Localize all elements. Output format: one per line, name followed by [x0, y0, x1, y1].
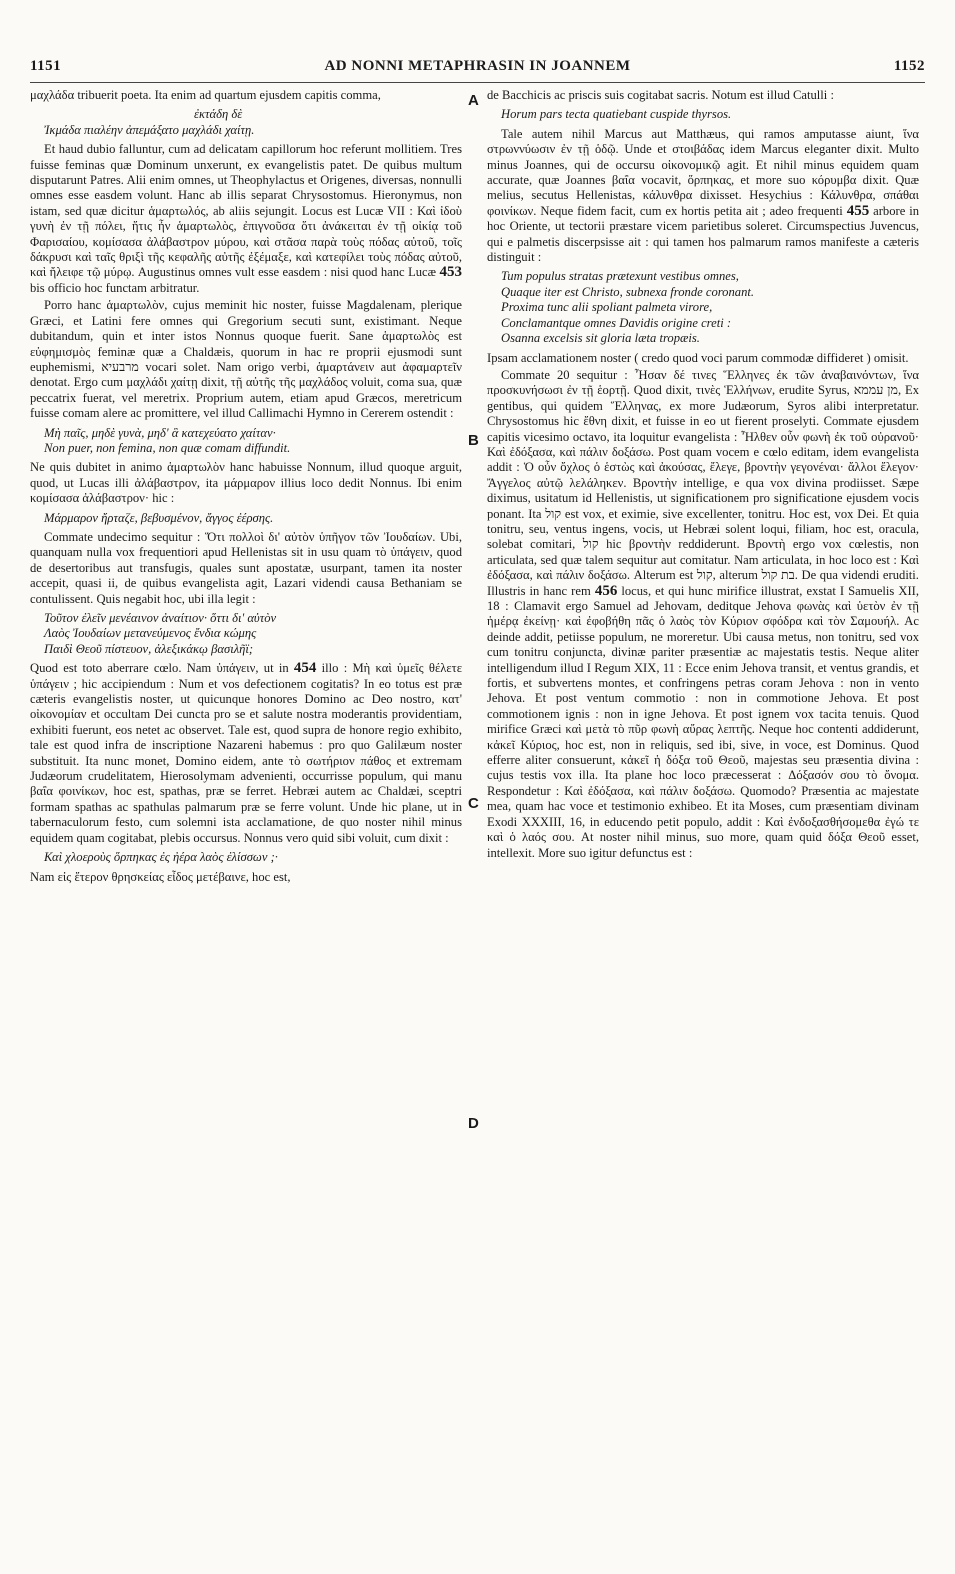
- verse-line: Osanna excelsis sit gloria læta tropæis.: [501, 331, 700, 346]
- verse-block: [44, 511, 462, 526]
- paragraph-text: locus, et qui hunc mirifice illustrat, exstat I Samuelis XII, 18 : Clamavit ergo Samuel ad Jehovam, deditque Jehova φωνὰς καὶ ὑετὸν ἐν τῇ ἡμέρᾳ ἐκείνῃ· καὶ ἐφοβήθη πᾶς ὁ λαὸς τὸν Κύριον σφόδρα καὶ τὸν Σαμουήλ. Ac deinde addit, petiisse populum, ne moreretur. Ubi causa metus, non tonitru, sed vox cum tonitru conjuncta, divinæ pariter præsentiæ ac majestatis testis. Neque aliter intelligendum illud I Regum XIX, 11 : Ecce enim Jehova transit, et ventus grandis, et fortis, et subvertens montes, et confringens petras coram Jehova : non in vento Jehova. Et post ventum commotio : non in commotione Jehova. Et post commotionem ignis : non in igne Jehova. Et post ignem vox tacita tenuis. Quod mirifice Græci καὶ μετὰ τὸ πῦρ φωνὴ αὔρας λεπτῆς. Neque hoc contenti addiderunt, κἀκεῖ Κύριος, hoc est, non in reliquis, sed ibi, sive, in voce, est Dominus. Quod efferre aliter consuerunt, κἀκεῖ ἡ δόξα τοῦ Θεοῦ, majestas seu præsentia divina : cujus testis vox illa. Ita plane hoc loco præcesserat : Δόξασόν σου τὸ ὄνομα. Respondetur : Καὶ ἐδόξασα, καὶ πάλιν δοξάσω. Quomodo? Præsentia ac majestate mea, quam hac voce et testimonio exhibeo. Et ita Moses, cum præsentiam divinam Exodi XXXIII, 16, in educendo petit populo, addit : Καὶ ἐνδοξασθήσομεθα ἐγώ τε καὶ ὁ λαός σου. At noster nihil minus, suo more, quam quid δόξα Θεοῦ esset, intellexit. More suo igitur defunctus est :: [487, 583, 919, 860]
- paragraph: [30, 661, 462, 846]
- verse-line: Καὶ χλοεροὺς ὅρπηκας ἐς ἠέρα λαὸς ἐλίσσων ;·: [44, 850, 278, 865]
- verse-block: [44, 850, 462, 865]
- verse-block: [44, 611, 462, 657]
- verse-line: Μάρμαρον ἤρταζε, βεβυσμένον, ἄγγος ἐέρσης.: [44, 510, 274, 525]
- verse-line: ἐκτάδη δὲ: [194, 107, 243, 122]
- paragraph: μαχλάδα tribuerit poeta. Ita enim ad quartum ejusdem capitis comma,: [30, 88, 381, 102]
- verse-line: Quaque iter est Christo, subnexa fronde coronant.: [501, 284, 755, 299]
- paragraph-text: Commate 20 sequitur : Ἦσαν δέ τινες Ἕλληνες ἐκ τῶν ἀναβαινόντων, ἵνα προσκυνήσωσι ἐν τῇ ἑορτῇ. Quod dixit, τινὲς Ἑλλήνων, erudite Syrus, מן עממא, Ex gentibus, qui quidem Ἕλληνας, ex more Judæorum, Syros alibi interpretatur. Chrysostomus hic ἔθνη dixit, et fuisse in eo ut fierent proselyti. Commate ejusdem capitis vicesimo octavo, ita loquitur evangelista : Ἦλθεν οὖν φωνὴ ἐκ τοῦ οὐρανοῦ· Καὶ ἐδόξασα, καὶ πάλιν δοξάσω. Post quam vocem e cœlo editam, idem evangelista addit : Ὁ οὖν ὄχλος ὁ ἑστὼς καὶ ἀκούσας, ἔλεγε, βροντὴν γεγονέναι· ἄλλοι ἔλεγον· Ἄγγελος αὐτῷ λελάληκεν. Βροντὴν intellige, e qua vox divina prodiisset. Sæpe diximus, usitatum id Hellenistis, ut significationem pro significatione ejusdem vocis ponant. Ita קול est vox, et eximie, sive excellenter, tonitru. Hoc est, vox Dei. Et quia tonitru, seu, ventus ingens, vocis, ut Hebræi solent loqui, filiam, hoc est, oracula, solebat comitari, קול hic βροντὴν reddiderunt. Βροντὴ ergo vox cœlestis, non articulata, sed quæ talem sequitur aut comitatur. Nam articulata, in hoc loco est : Καὶ ἐδόξασα, καὶ πάλιν δοξάσω. Alterum est קול, alterum בת קול. De qua videndi eruditi. Illustris in hanc rem: [487, 367, 919, 598]
- margin-letter-c: C: [468, 795, 479, 812]
- verse-line: Ἰκμάδα πιαλέην ἀπεμάξατο μαχλάδι χαίτῃ.: [44, 122, 255, 137]
- section-number: 456: [594, 582, 618, 599]
- section-number: 453: [439, 264, 462, 281]
- margin-letter-a: A: [468, 92, 479, 109]
- verse-line: Horum pars tecta quatiebant cuspide thyrsos.: [501, 107, 732, 122]
- verse-block: [44, 426, 462, 457]
- paragraph: [487, 127, 919, 266]
- margin-letter-b: B: [468, 432, 479, 449]
- verse-line: Conclamantque omnes Davidis origine creti :: [501, 315, 732, 330]
- paragraph: de Bacchicis ac priscis suis cogitabat sacris. Notum est illud Catulli :: [487, 88, 834, 102]
- paragraph-text: bis officio hoc functam arbitratur.: [30, 280, 200, 295]
- verse-line: Παιδὶ Θεοῦ πίστευον, ἀλεξικάκῳ βασιλῆϊ;: [44, 641, 254, 656]
- verse-line: Non puer, non femina, non quæ comam diffundit.: [44, 440, 291, 455]
- verse-line: Λαὸς Ἰουδαίων μετανεύμενος ἔνδια κώμης: [44, 626, 257, 641]
- left-column: [30, 88, 462, 1548]
- verse-block: [44, 107, 462, 138]
- paragraph: [30, 142, 462, 296]
- page-number-right: 1152: [893, 58, 925, 74]
- paragraph: Ipsam acclamationem noster ( credo quod voci parum commodæ diffideret ) omisit.: [487, 350, 909, 365]
- header-rule: [30, 82, 925, 83]
- running-header: [30, 58, 925, 80]
- paragraph-text: illo : Μὴ καὶ ὑμεῖς θέλετε ὑπάγειν ; hic accipiendum : Num et vos defectionem cogitatis? In eo totus est præ cæteris evangelistis noster, ut quicunque honores Domino ac Deo nostro, κατ' οἰκονομίαν et occultam Dei cuncta pro se et salute nostra moderantis providentiam, exhibiti fuerunt, eos netet ac observet. Tale est, quod supra de honore regio exhibito, tale est quod infra de inscriptione Nazareni habemus : pro quo Galilæum noster substituit. Ita nunc monet, Domino eidem, ante τὸ σωτήριον πάθος et extremam Judæorum crudelitatem, Hierosolymam advenienti, occurrisse populum, qui manu βαΐα φοινίκων, hoc est, spathas, præ se ferret. Hebræi autem ac Chaldæi, sceptri formam spathas ac spathulas palmarum præ se ferre volunt. Unde hic plane, ut in tabernaculorum festo, cum solemni ista acclamatione, de quo noster nihil minus equidem quam cogitabat, plebis occursus. Nonnus vero quid sibi voluit, cum dixit :: [30, 661, 462, 845]
- verse-line: Τοῦτον ἐλεῖν μενέαινον ἀναίτιον· ὅττι δι' αὐτὸν: [44, 611, 277, 625]
- paragraph: Commate undecimo sequitur : Ὅτι πολλοὶ δι' αὐτὸν ὑπῆγον τῶν Ἰουδαίων. Ubi, quanquam nulla vox frequentiori apud Hellenistas sit in usu quam τὸ ὑπάγειν, quod de desertoribus aut transfugis, quales sunt apostatæ, usurpant, tamen ita noster accepit, quasi ii, de quibus evangelista agit, Lazari videndi causa Bethaniam se contulissent. Quis negabit hoc, ubi illa legit :: [30, 529, 462, 606]
- paragraph-text: Et haud dubio falluntur, cum ad delicatam capillorum hoc referunt mollitiem. Tres fuisse feminas quæ Dominum unxerunt, ex evangelistis patet. De quibus multum disputarunt Patres. Alii enim omnes, ut Theophylactus et Origenes, diversas, nonnulli omnes esse easdem volunt. Hanc ab illis separat Chrysostomus. Hieronymus, non istam, sed quæ dicitur ἁμαρτωλός, ab aliis sejungit. Locus est Lucæ VII : Καὶ ἰδοὺ γυνὴ ἐν τῇ πόλει, ἥτις ἦν ἁμαρτωλὸς, ἐπιγνοῦσα ὅτι ἀνάκειται ἐν τῇ οἰκίᾳ τοῦ Φαρισαίου, κομίσασα ἀλάβαστρον μύρου, καὶ στᾶσα παρὰ τοὺς πόδας αὐτοῦ, τοῖς δάκρυσι καὶ ταῖς θριξὶ τῆς κεφαλῆς αὐτῆς ἐξέμαξε, καὶ κατεφίλει τοὺς πόδας αὐτοῦ, καὶ ἤλειφε τῷ μύρῳ. Augustinus omnes vult esse easdem : nisi quod hanc Lucæ: [30, 142, 462, 280]
- paragraph: [487, 368, 919, 861]
- paragraph: Nam εἰς ἕτερον θρησκείας εἶδος μετέβαινε, hoc est,: [30, 869, 291, 884]
- paragraph: Porro hanc ἁμαρτωλὸν, cujus meminit hic noster, fuisse Magdalenam, plerique Græci, et Latini fere omnes qui Gregorium secuti sunt, existimant. Neque dubitandum, quin et inter istos Nonnus quoque fuerit. Sane ἁμαρτωλὸς est εὐφημισμὸς feminæ quæ a Chaldæis, quorum in hac re proprii ejusmodi sunt euphemismi, מרבעיא vocari solet. Nam origo verbi, ἁμαρτάνειν aut ἀφαμαρτεῖν denotat. Ergo cum μαχλάδι χαίτῃ dixit, τῇ αὐτῆς τῆς μαχλάδος voluit, coma sua, quæ peccatrix fuerat, vel meretrix. Proprium autem, etiam apud Græcos, meretricum fuisse comam alere ac promittere, vel illud Callimachi Hymno in Cererem ostendit :: [30, 298, 462, 421]
- section-number: 455: [846, 202, 870, 219]
- running-title: AD NONNI METAPHRASIN IN JOANNEM: [324, 58, 631, 74]
- verse-line: Μὴ παῖς, μηδὲ γυνὰ, μηδ' ἃ κατεχεύατο χαίταν·: [44, 425, 276, 440]
- paragraph-text: Tale autem nihil Marcus aut Matthæus, qui ramos amputasse aiunt, ἵνα στρωννύωσιν ἐν τῇ ὁδῷ. Unde et στοιβάδας idem Marcus eleganter dixit. Multo minus Joannes, qui de occursu οἰκονομικῷ agit. Et nihil minus equidem quam accurate, quæ Joannes βαΐα vocavit, ὅρπηκας, et more suo κόρυμβα dixit. Quæ melius, secutus Hellenistas, κάλυνθρα dixisset. Hesychius : Κάλυνθρα, σπάθαι φοινίκων. Neque fidem facit, cum ex hortis petita ait ; adeo frequenti: [487, 126, 919, 218]
- section-number: 454: [293, 660, 317, 677]
- right-column: [487, 88, 919, 1548]
- verse-block: [501, 107, 919, 122]
- paragraph-text: arbore in hoc Oriente, ut tectorii præstare vicem parietibus soleret. Circumspectius Juvencus, qui e palmetis discerpsisse ait : qui tamen hos palmarum ramos manifeste a cæteris distinguit :: [487, 203, 919, 265]
- verse-line: Proxima tunc alii spoliant palmeta virore,: [501, 300, 713, 315]
- page-number-left: 1151: [30, 58, 62, 74]
- verse-block: [501, 269, 919, 346]
- margin-letter-d: D: [468, 1115, 479, 1132]
- paragraph-text: Quod est toto aberrare cœlo. Nam ὑπάγειν, ut in: [30, 661, 289, 676]
- paragraph: Ne quis dubitet in animo ἁμαρτωλὸν hanc habuisse Nonnum, illud quoque arguit, quod, ut Lucas illi ἀλάβαστρον, ita μάρμαρον illius loco dedit Nonnus. Ibi enim κομίσασα ἀλάβαστρον· hic :: [30, 460, 462, 506]
- verse-line: Tum populus stratas prætexunt vestibus omnes,: [501, 269, 739, 284]
